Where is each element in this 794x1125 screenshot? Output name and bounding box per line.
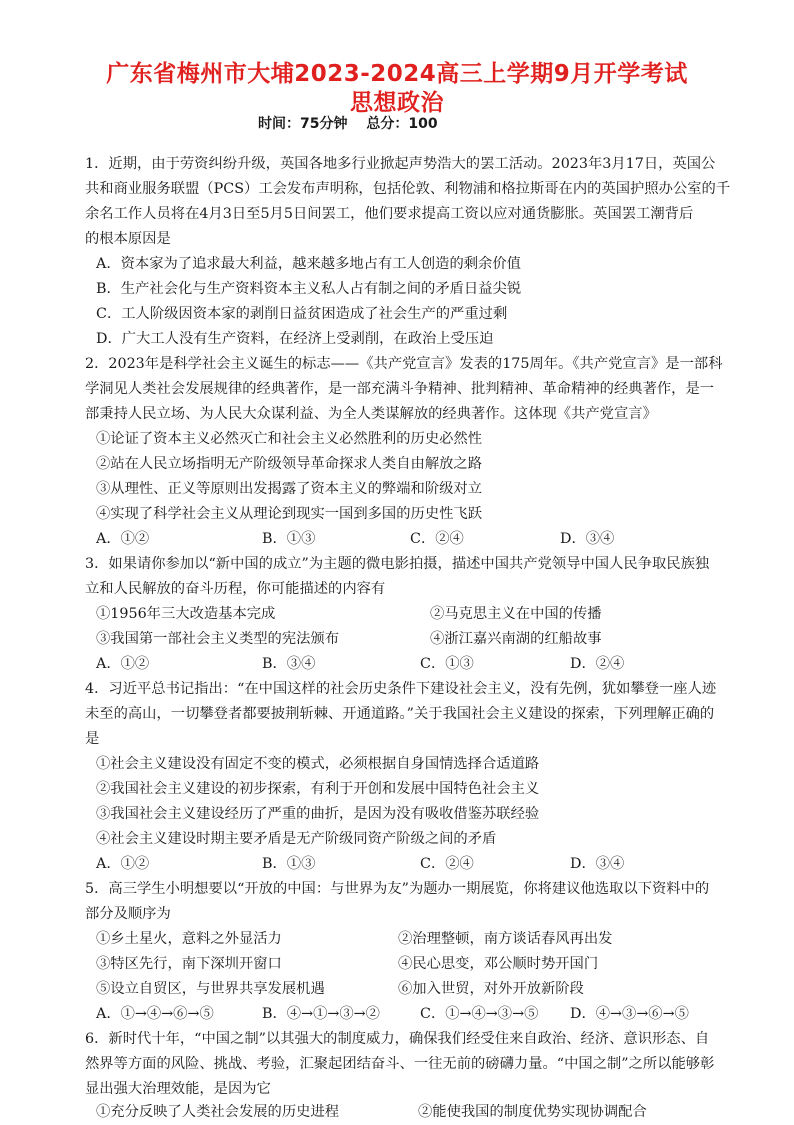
q2-answer-a: A．①② [96,531,150,547]
q4-answer-c: C．②④ [420,856,474,872]
q2-answer-c: C．②④ [410,531,464,547]
q3-item: ③我国第一部社会主义类型的宪法颁布 [96,631,340,647]
q3-answer-d: D．②④ [570,656,625,672]
q3-item: ①1956年三大改造基本完成 [96,606,276,622]
q6-stem-line: 显出强大治理效能，是因为它 [85,1081,271,1097]
q6-stem-line: 然界等方面的风险、挑战、考验，汇聚起团结奋斗、一往无前的磅礴力量。“中国之制”之所以能够彰 [85,1056,715,1072]
q3-item: ②马克思主义在中国的传播 [430,606,602,622]
q2-answer-d: D．③④ [560,531,615,547]
q2-answer-b: B．①③ [262,531,316,547]
q1-stem-line: 1．近期，由于劳资纠纷升级，英国各地多行业掀起声势浩大的罢工活动。2023年3月17日，英国公 [85,156,716,172]
q5-item: ④民心思变，邓公顺时势开国门 [398,956,599,972]
subject-title: 思想政治 [350,90,444,116]
q2-item: ①论证了资本主义必然灭亡和社会主义必然胜利的历史必然性 [96,431,483,447]
q3-answer-b: B．③④ [262,656,316,672]
exam-title: 广东省梅州市大埔2023-2024高三上学期9月开学考试 [106,61,688,87]
q1-option: A．资本家为了追求最大利益，越来越多地占有工人创造的剩余价值 [96,256,521,272]
q4-item: ②我国社会主义建设的初步探索，有利于开创和发展中国特色社会主义 [96,781,540,797]
q1-stem-line: 余名工作人员将在4月3日至5月5日间罢工，他们要求提高工资以应对通货膨胀。英国罢工潮背后 [85,206,694,222]
q1-stem-line: 共和商业服务联盟（PCS）工会发布声明称，包括伦敦、利物浦和格拉斯哥在内的英国护照办公室的千 [85,181,731,197]
q5-item: ①乡土星火，意料之外显活力 [96,931,282,947]
q5-answer-a: A．①→④→⑥→⑤ [96,1006,214,1022]
q4-stem-line: 是 [85,731,100,747]
q2-item: ③从理性、正义等原则出发揭露了资本主义的弊端和阶级对立 [96,481,483,497]
exam-score: 总分：100 [366,116,438,132]
q5-answer-b: B．④→①→③→② [262,1006,380,1022]
q2-stem-line: 学洞见人类社会发展规律的经典著作，是一部充满斗争精神、批判精神、革命精神的经典著作，是一 [85,381,715,397]
q4-item: ①社会主义建设没有固定不变的模式，必须根据自身国情选择合适道路 [96,756,540,772]
q6-item: ②能使我国的制度优势实现协调配合 [418,1104,647,1120]
q5-stem-line: 部分及顺序为 [85,906,171,922]
q3-stem-line: 立和人民解放的奋斗历程，你可能描述的内容有 [85,581,386,597]
q3-stem-line: 3．如果请你参加以“新中国的成立”为主题的微电影拍摄，描述中国共产党领导中国人民争取民族独 [85,556,710,572]
q2-item: ④实现了科学社会主义从理论到现实一国到多国的历史性飞跃 [96,506,483,522]
q5-item: ⑥加入世贸，对外开放新阶段 [398,981,584,997]
q5-answer-c: C．①→④→③→⑤ [420,1006,539,1022]
q4-answer-d: D．③④ [570,856,625,872]
exam-meta [258,113,438,133]
q6-item: ①充分反映了人类社会发展的历史进程 [96,1104,340,1120]
q3-answer-c: C．①③ [420,656,474,672]
q2-item: ②站在人民立场指明无产阶级领导革命探求人类自由解放之路 [96,456,483,472]
q5-item: ③特区先行，南下深圳开窗口 [96,956,282,972]
q1-stem-line: 的根本原因是 [85,231,171,247]
q5-answer-d: D．④→③→⑥→⑤ [570,1006,689,1022]
q1-option: C．工人阶级因资本家的剥削日益贫困造成了社会生产的严重过剩 [96,306,508,322]
q1-option: B．生产社会化与生产资料资本主义私人占有制之间的矛盾日益尖锐 [96,281,522,297]
q1-option: D．广大工人没有生产资料，在经济上受剥削，在政治上受压迫 [96,331,494,347]
q2-stem-line: 2．2023年是科学社会主义诞生的标志——《共产党宣言》发表的175周年。《共产党宣言》是一部科 [85,356,723,372]
q4-item: ④社会主义建设时期主要矛盾是无产阶级同资产阶级之间的矛盾 [96,831,497,847]
exam-time: 时间：75分钟 [258,116,348,132]
q4-stem-line: 4．习近平总书记指出：“在中国这样的社会历史条件下建设社会主义，没有先例，犹如攀登一座人迹 [85,681,717,697]
q5-stem-line: 5．高三学生小明想要以“开放的中国：与世界为友”为题办一期展览，你将建议他选取以下资料中的 [85,881,710,897]
q4-stem-line: 未至的高山，一切攀登者都要披荆斩棘、开通道路。”关于我国社会主义建设的探索，下列理解正确的 [85,706,715,722]
q2-stem-line: 部秉持人民立场、为人民大众谋利益、为全人类谋解放的经典著作。这体现《共产党宣言》 [85,406,657,422]
q5-item: ②治理整顿，南方谈话春风再出发 [398,931,613,947]
q4-answer-b: B．①③ [262,856,316,872]
q4-answer-a: A．①② [96,856,150,872]
q3-item: ④浙江嘉兴南湖的红船故事 [430,631,602,647]
q6-stem-line: 6．新时代十年，“中国之制”以其强大的制度威力，确保我们经受住来自政治、经济、意识形态、自 [85,1031,710,1047]
q5-item: ⑤设立自贸区，与世界共享发展机遇 [96,981,325,997]
q4-item: ③我国社会主义建设经历了严重的曲折，是因为没有吸收借鉴苏联经验 [96,806,540,822]
q3-answer-a: A．①② [96,656,150,672]
